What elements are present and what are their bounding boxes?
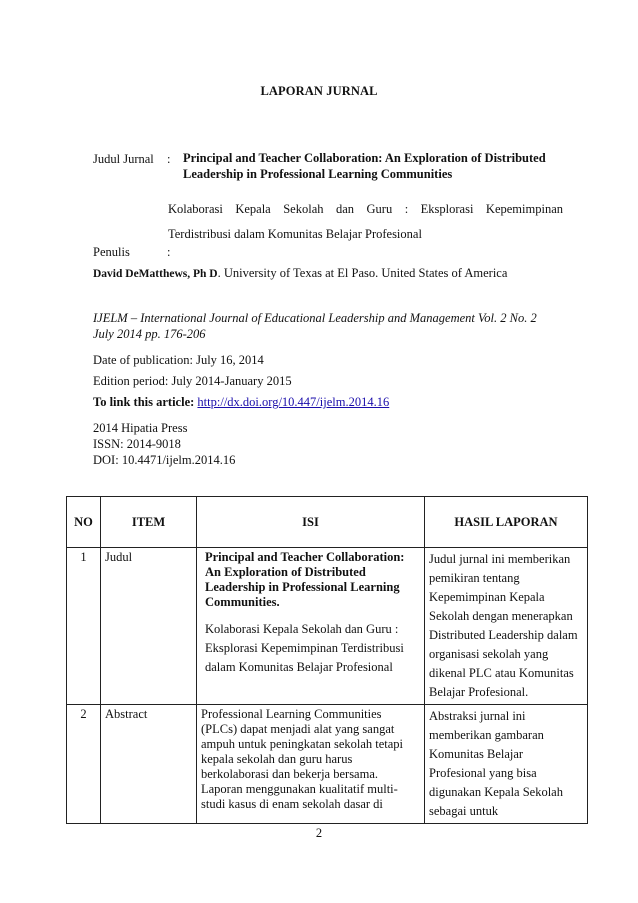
header-isi: ISI: [197, 497, 425, 548]
table-header-row: [67, 497, 588, 548]
row1-hasil: Judul jurnal ini memberikan pemikiran tentang Kepemimpinan Kepala Sekolah dengan menerapkan Distributed Leadership dalam organisasi sekolah yang dikenal PLC atau Komunitas Belajar Profesional.: [425, 548, 588, 705]
edition-period: Edition period: July 2014-January 2015: [93, 374, 292, 388]
publication-date: Date of publication: July 16, 2014: [93, 353, 264, 367]
publisher: 2014 Hipatia Press: [93, 421, 188, 435]
journal-line1: IJELM – International Journal of Educational Leadership and Management Vol. 2 No. 2: [93, 311, 537, 325]
doi: DOI: 10.4471/ijelm.2014.16: [93, 453, 236, 467]
row1-isi-translation: Kolaborasi Kepala Sekolah dan Guru : Eksplorasi Kepemimpinan Terdistribusi dalam Komunitas Belajar Profesional: [205, 622, 404, 674]
publisher-info: [93, 420, 573, 468]
report-table: [66, 496, 588, 824]
header-no: NO: [67, 497, 101, 548]
row1-isi-title: Principal and Teacher Collaboration: An Exploration of Distributed Leadership in Professional Learning Communities.: [205, 550, 405, 609]
publication-details: [93, 351, 573, 412]
row1-no: 1: [67, 548, 101, 705]
author-row: [93, 243, 563, 262]
judul-colon: :: [167, 152, 171, 166]
judul-indonesian: [168, 200, 563, 244]
journal-line2: July 2014 pp. 176-206: [93, 327, 206, 341]
journal-info: [93, 310, 573, 342]
table-row: [67, 705, 588, 824]
row2-hasil: Abstraksi jurnal ini memberikan gambaran Komunitas Belajar Profesional yang bisa digunakan Kepala Sekolah sebagai untuk: [425, 705, 588, 824]
row1-isi: [197, 548, 425, 705]
judul-indonesian-line2: Terdistribusi dalam Komunitas Belajar Profesional: [168, 227, 422, 241]
author-name: David DeMatthews, Ph D: [93, 268, 218, 280]
page-title: LAPORAN JURNAL: [260, 84, 378, 98]
judul-indonesian-line1: Kolaborasi Kepala Sekolah dan Guru : Eksplorasi Kepemimpinan: [168, 202, 563, 216]
row1-item: Judul: [101, 548, 197, 705]
penulis-label: Penulis: [93, 245, 130, 259]
link-label: To link this article:: [93, 395, 195, 409]
header-hasil-laporan: HASIL LAPORAN: [425, 497, 588, 548]
row2-isi: Professional Learning Communities (PLCs) dapat menjadi alat yang sangat ampuh untuk peningkatan sekolah tetapi kepala sekolah dan guru harus berkolaborasi dan bekerja bersama. Laporan menggunakan kualitatif multi-studi kasus di enam sekolah dasar di: [197, 705, 425, 824]
table-row: [67, 548, 588, 705]
row2-no: 2: [67, 705, 101, 824]
author-affiliation: . University of Texas at El Paso. United States of America: [217, 266, 508, 280]
page-number: 2: [315, 826, 323, 840]
judul-english: Principal and Teacher Collaboration: An Exploration of Distributed Leadership in Professional Learning Communities: [183, 151, 546, 181]
issn: ISSN: 2014-9018: [93, 437, 181, 451]
header-item: ITEM: [101, 497, 197, 548]
journal-title-block: [93, 150, 563, 182]
author-line: [93, 264, 573, 284]
article-link[interactable]: http://dx.doi.org/10.447/ijelm.2014.16: [197, 395, 390, 409]
article-link-line: [93, 393, 573, 412]
penulis-colon: :: [167, 245, 171, 259]
judul-label: Judul Jurnal: [93, 152, 154, 166]
row2-item: Abstract: [101, 705, 197, 824]
